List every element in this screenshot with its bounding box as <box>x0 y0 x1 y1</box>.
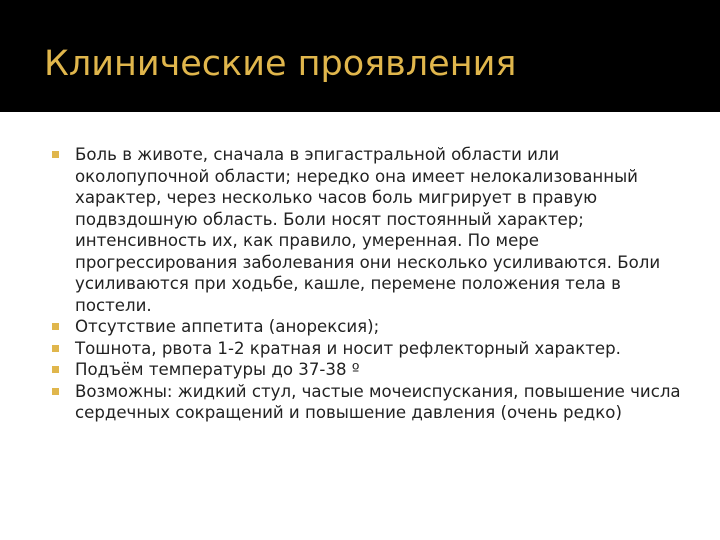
bullet-text: Отсутствие аппетита (анорексия); <box>75 317 380 336</box>
title-band <box>0 0 720 112</box>
bullet-text: Тошнота, рвота 1-2 кратная и носит рефлекторный характер. <box>75 338 621 358</box>
slide-title: Клинические проявления <box>44 44 517 84</box>
bullet-list <box>52 144 692 424</box>
square-bullet-icon <box>52 323 59 330</box>
bullet-item <box>52 316 692 338</box>
bullet-item <box>52 359 692 381</box>
bullet-text: Подъём температуры до 37-38 º <box>75 360 360 379</box>
square-bullet-icon <box>52 388 59 395</box>
slide-body <box>0 112 720 540</box>
bullet-text: Боль в животе, сначала в эпигастральной области или околопупочной области; нередко она имеет нелокализованный характер, через несколько часов боль мигрирует в правую подвздошную область. Боли носят постоянный характер; интенсивность их, как правило, умеренная. По мере прогрессирования заболевания они несколько усиливаются. Боли усиливаются при ходьбе, кашле, перемене положения тела в постели. <box>75 145 661 315</box>
square-bullet-icon <box>52 345 59 352</box>
square-bullet-icon <box>52 151 59 158</box>
bullet-text: Возможны: жидкий стул, частые мочеиспускания, повышение числа сердечных сокращений и повышение давления (очень редко) <box>75 381 681 422</box>
bullet-item <box>52 338 692 360</box>
bullet-item <box>52 381 692 424</box>
bullet-item <box>52 144 692 316</box>
square-bullet-icon <box>52 366 59 373</box>
